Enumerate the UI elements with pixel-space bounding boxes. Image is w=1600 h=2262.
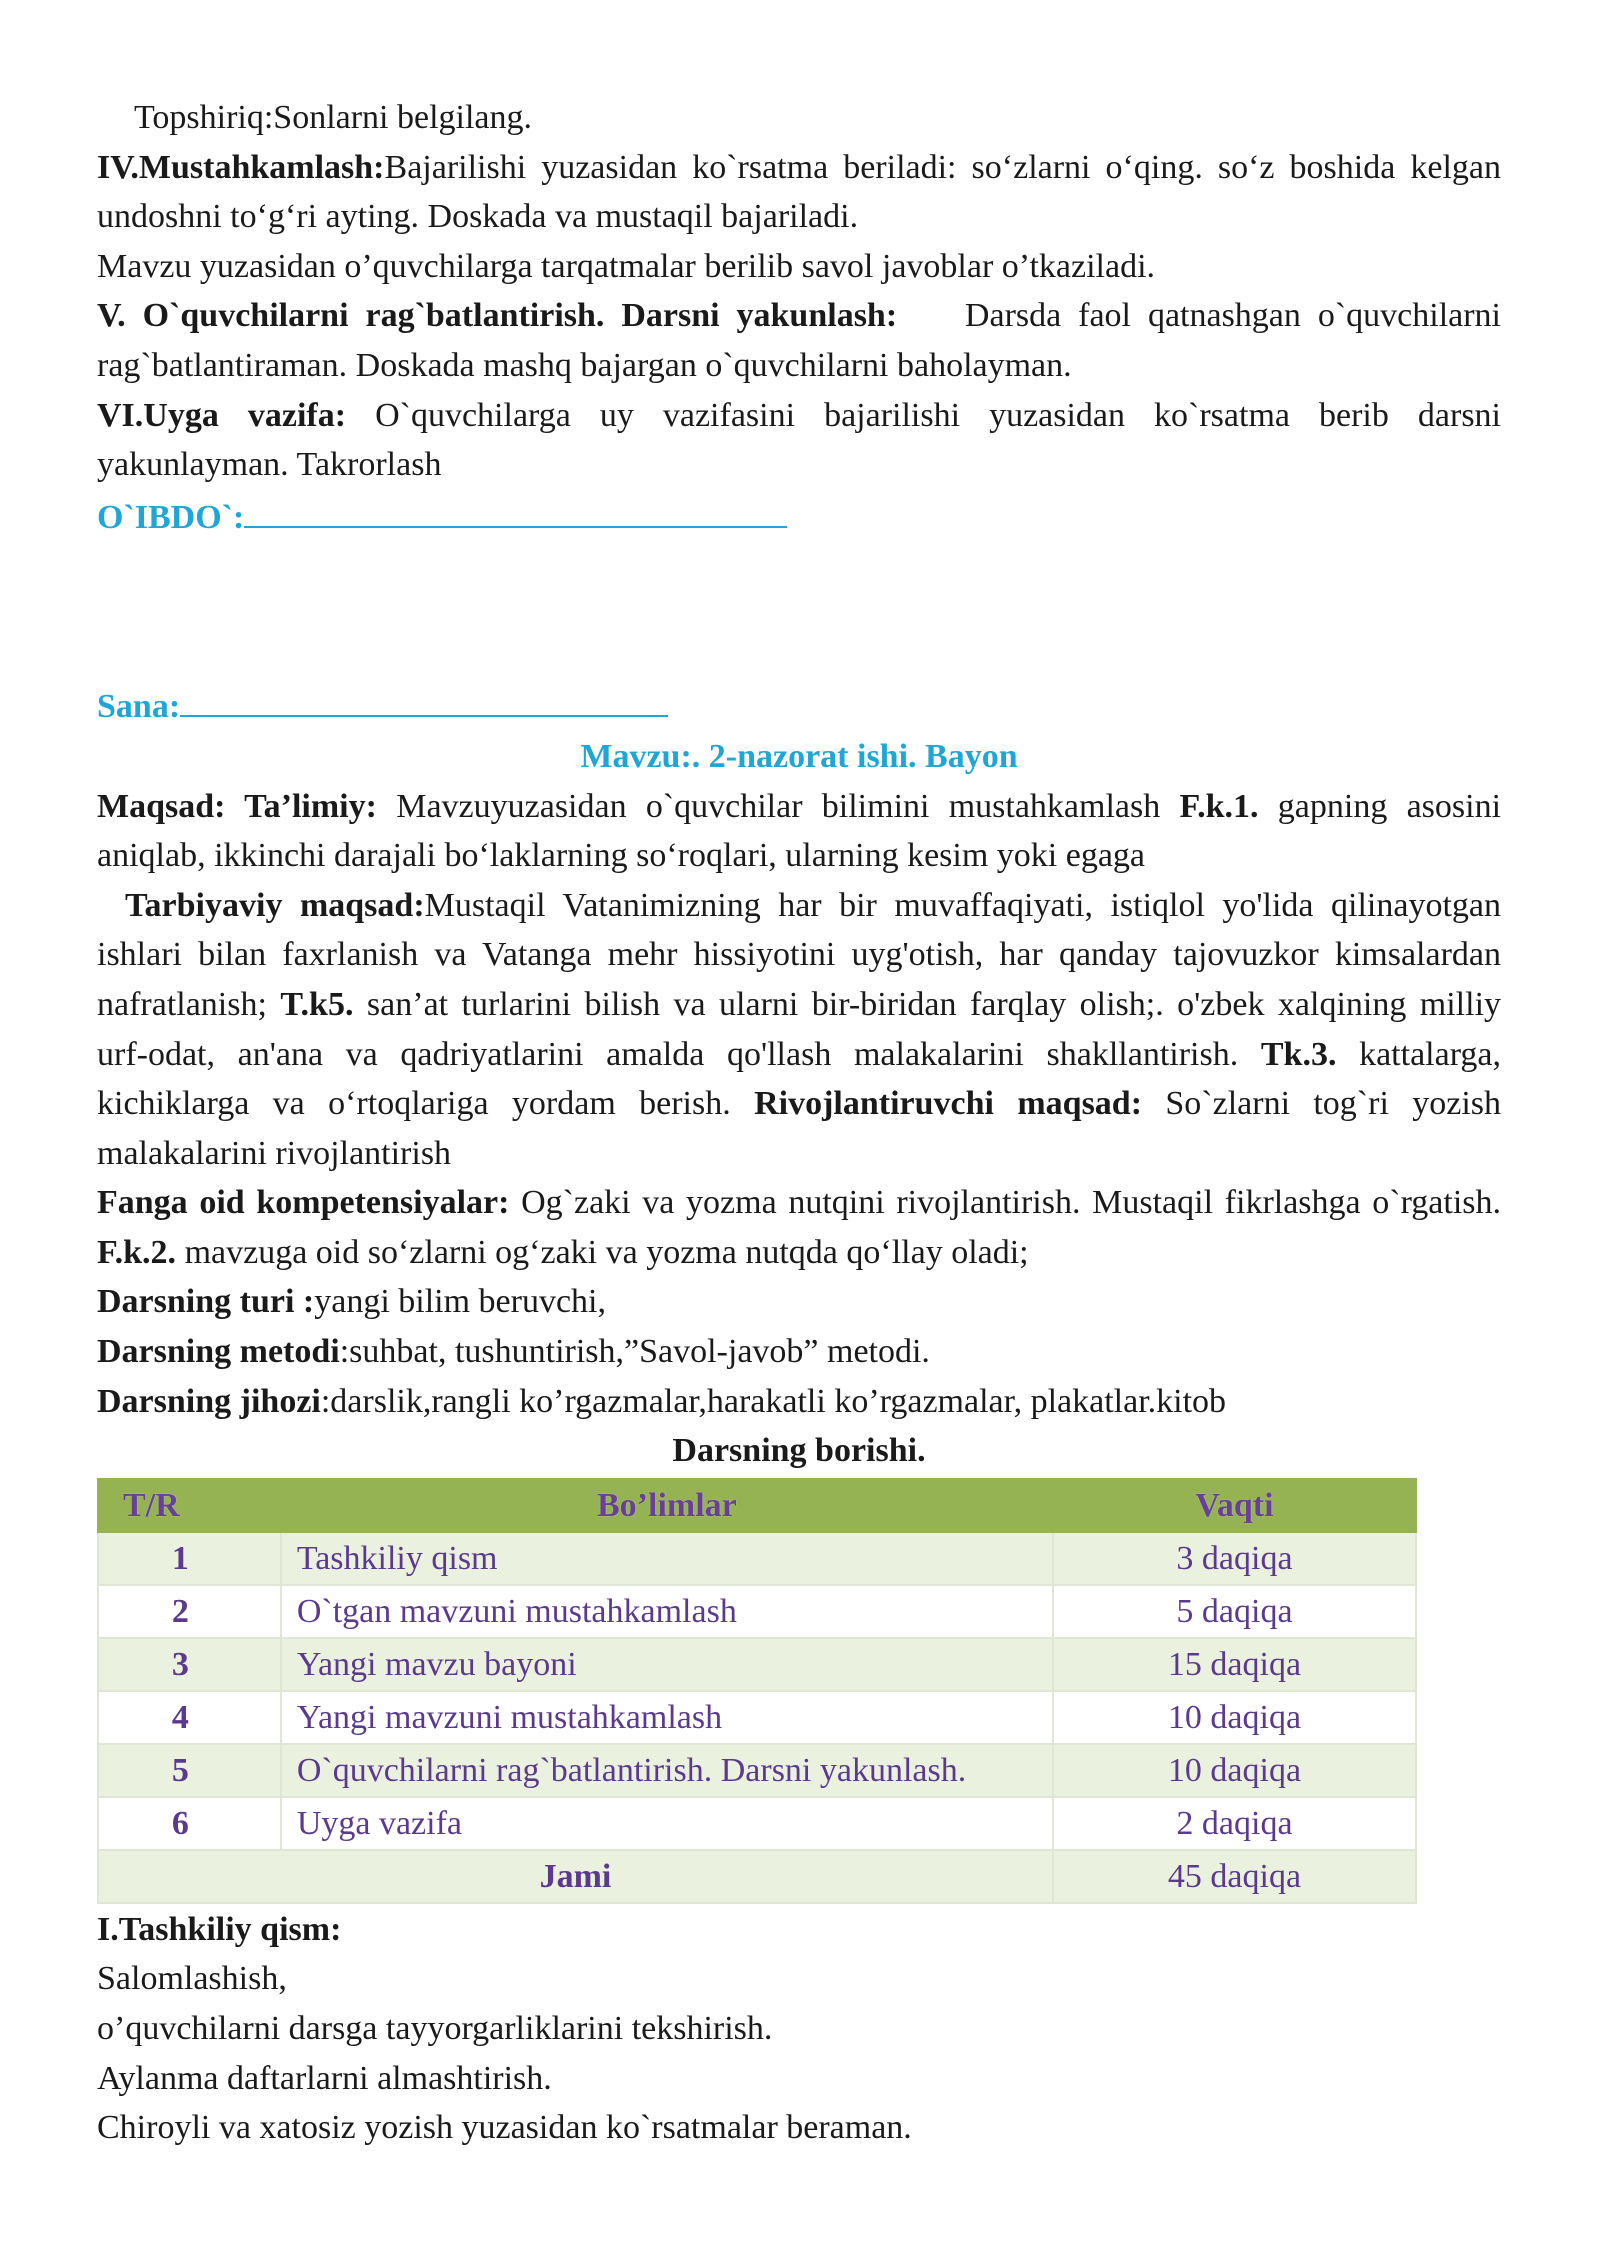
rivojlantiruvchi-text: So`zlarni tog`ri yozish malakalarini rivojlantirish bbox=[97, 1085, 1502, 1172]
tarbiyaviy-text: Mustaqil Vatanimizning har bir muvaffaqiyati, istiqlol yo'lida qilinayotgan ishlari bilan faxrlanish va Vatanga mehr hissiyotini uyg'otish, har qanday tajovuzkor kimsalardan nafratlanish; bbox=[97, 886, 1501, 1023]
darsning-jihozi-text: :darslik,rangli ko’rgazmalar,harakatli ko’rgazmalar, plakatlar.kitob bbox=[320, 1382, 1227, 1420]
oibdo-line bbox=[97, 490, 1501, 543]
fanga-oid-text-2: mavzuga oid so‘zlarni og‘zaki va yozma nutqda qo‘llay oladi; bbox=[184, 1233, 1029, 1271]
darsning-borishi-heading bbox=[97, 1426, 1501, 1476]
sana-line bbox=[97, 679, 1501, 732]
darsning-metodi-line bbox=[97, 1327, 1501, 1377]
fk1-label: F.k.1. bbox=[1179, 787, 1259, 825]
row-section: O`quvchilarni rag`batlantirish. Darsni yakunlash. bbox=[281, 1744, 1053, 1797]
tashkiliy-line: o’quvchilarni darsga tayyorgarliklarini tekshirish. bbox=[97, 2010, 773, 2048]
tashkiliy-heading bbox=[97, 1905, 1501, 1955]
ragbatlantirish-text: Darsda faol qatnashgan o`quvchilarni rag`batlantiraman. Doskada mashq bajargan o`quvchilarni baholayman. bbox=[97, 297, 1501, 384]
darsning-turi-label: Darsning turi : bbox=[97, 1283, 315, 1321]
oibdo-label: O`IBDO`: bbox=[97, 498, 245, 536]
mavzu-tarqatma-line: Mavzu yuzasidan o’quvchilarga tarqatmalar berilib savol javoblar o’tkaziladi. bbox=[97, 247, 1156, 285]
maqsad-text: Mavzuyuzasidan o`quvchilar bilimini mustahkamlash bbox=[396, 787, 1161, 825]
tarbiyaviy-label: Tarbiyaviy maqsad: bbox=[125, 886, 425, 924]
rivojlantiruvchi-label: Rivojlantiruvchi maqsad: bbox=[754, 1085, 1143, 1123]
row-section: O`tgan mavzuni mustahkamlash bbox=[281, 1585, 1053, 1638]
total-value: 45 daqiqa bbox=[1053, 1850, 1416, 1903]
row-time: 5 daqiqa bbox=[1053, 1585, 1416, 1638]
mustahkamlash-label: IV.Mustahkamlash: bbox=[97, 148, 385, 186]
topshiriq-line: Topshiriq:Sonlarni belgilang. bbox=[134, 99, 533, 136]
table-row bbox=[98, 1532, 1416, 1585]
row-number: 1 bbox=[98, 1532, 281, 1585]
row-number: 3 bbox=[98, 1638, 281, 1691]
darsning-turi-text: yangi bilim beruvchi, bbox=[314, 1283, 607, 1321]
row-section: Yangi mavzu bayoni bbox=[281, 1638, 1053, 1691]
row-time: 2 daqiqa bbox=[1053, 1797, 1416, 1850]
ragbatlantirish-paragraph bbox=[97, 291, 1501, 390]
mavzu-title: Mavzu:. 2-nazorat ishi. Bayon bbox=[580, 737, 1018, 775]
table-row bbox=[98, 1797, 1416, 1850]
row-time: 3 daqiqa bbox=[1053, 1532, 1416, 1585]
table-header-row bbox=[98, 1479, 1416, 1532]
table-row bbox=[98, 1638, 1416, 1691]
darsning-turi-line bbox=[97, 1277, 1501, 1327]
header-bolimlar: Bo’limlar bbox=[281, 1479, 1053, 1532]
tarbiyaviy-text-2: san’at turlarini bilish va ularni bir-biridan farqlay olish;. o'zbek xalqining milliy urf-odat, an'ana va qadriyatlarini amalda qo'llash malakalarini shakllantirish. bbox=[97, 985, 1502, 1073]
mustahkamlash-paragraph bbox=[97, 143, 1501, 242]
table-row bbox=[98, 1585, 1416, 1638]
tashkiliy-line: Aylanma daftarlarni almashtirish. bbox=[97, 2059, 552, 2097]
fanga-oid-text: Og`zaki va yozma nutqini rivojlantirish. Mustaqil fikrlashga o`rgatish. bbox=[521, 1184, 1502, 1222]
tashkiliy-heading-text: I.Tashkiliy qism: bbox=[97, 1910, 342, 1948]
uyga-vazifa-paragraph bbox=[97, 391, 1501, 490]
ragbatlantirish-label: V. O`quvchilarni rag`batlantirish. Darsni yakunlash: bbox=[97, 297, 898, 335]
fk2-label: F.k.2. bbox=[97, 1233, 177, 1271]
sana-label: Sana: bbox=[97, 688, 181, 726]
fanga-oid-label: Fanga oid kompetensiyalar: bbox=[97, 1184, 510, 1222]
tarbiyaviy-paragraph bbox=[97, 881, 1501, 1179]
darsning-jihozi-label: Darsning jihozi bbox=[97, 1382, 321, 1420]
mustahkamlash-text: Bajarilishi yuzasidan ko`rsatma beriladi: so‘zlarni o‘qing. so‘z boshida kelgan undoshni to‘g‘ri ayting. Doskada va mustaqil bajariladi. bbox=[97, 148, 1501, 236]
document-body bbox=[97, 93, 1501, 2153]
row-number: 6 bbox=[98, 1797, 281, 1850]
tashkiliy-line: Chiroyli va xatosiz yozish yuzasidan ko`rsatmalar beraman. bbox=[97, 2109, 912, 2147]
row-section: Uyga vazifa bbox=[281, 1797, 1053, 1850]
header-tr: T/R bbox=[98, 1479, 281, 1532]
table-total-row bbox=[98, 1850, 1416, 1903]
row-section: Yangi mavzuni mustahkamlash bbox=[281, 1691, 1053, 1744]
uyga-vazifa-text: O`quvchilarga uy vazifasini bajarilishi yuzasidan ko`rsatma berib darsni yakunlayman. Takrorlash bbox=[97, 396, 1501, 484]
tashkiliy-line: Salomlashish, bbox=[97, 1960, 287, 1998]
header-vaqti: Vaqti bbox=[1053, 1479, 1416, 1532]
uyga-vazifa-label: VI.Uyga vazifa: bbox=[97, 396, 347, 434]
row-section: Tashkiliy qism bbox=[281, 1532, 1053, 1585]
spacer bbox=[97, 542, 1501, 679]
row-time: 10 daqiqa bbox=[1053, 1691, 1416, 1744]
maqsad-paragraph bbox=[97, 782, 1501, 881]
lesson-plan-table bbox=[97, 1478, 1417, 1904]
darsning-metodi-label: Darsning metodi bbox=[97, 1333, 340, 1371]
darsning-borishi-title: Darsning borishi. bbox=[672, 1432, 926, 1470]
table-row bbox=[98, 1744, 1416, 1797]
maqsad-text-2: gapning asosini aniqlab, ikkinchi darajali bo‘laklarning so‘roqlari, ularning kesim yoki egaga bbox=[97, 787, 1502, 875]
darsning-metodi-text: :suhbat, tushuntirish,”Savol-javob” metodi. bbox=[339, 1333, 930, 1371]
row-number: 2 bbox=[98, 1585, 281, 1638]
table-row bbox=[98, 1691, 1416, 1744]
oibdo-blank bbox=[244, 490, 787, 528]
fanga-oid-paragraph bbox=[97, 1178, 1501, 1277]
row-time: 10 daqiqa bbox=[1053, 1744, 1416, 1797]
row-number: 4 bbox=[98, 1691, 281, 1744]
tk5-label: T.k5. bbox=[280, 985, 354, 1023]
tarbiyaviy-text-3: kattalarga, kichiklarga va o‘rtoqlariga yordam berish. bbox=[97, 1035, 1502, 1123]
maqsad-label: Maqsad: Ta’limiy: bbox=[97, 787, 377, 825]
row-number: 5 bbox=[98, 1744, 281, 1797]
total-label: Jami bbox=[98, 1850, 1053, 1903]
tk3-label: Tk.3. bbox=[1260, 1035, 1337, 1073]
row-time: 15 daqiqa bbox=[1053, 1638, 1416, 1691]
darsning-jihozi-line bbox=[97, 1377, 1501, 1427]
sana-blank bbox=[180, 679, 668, 717]
